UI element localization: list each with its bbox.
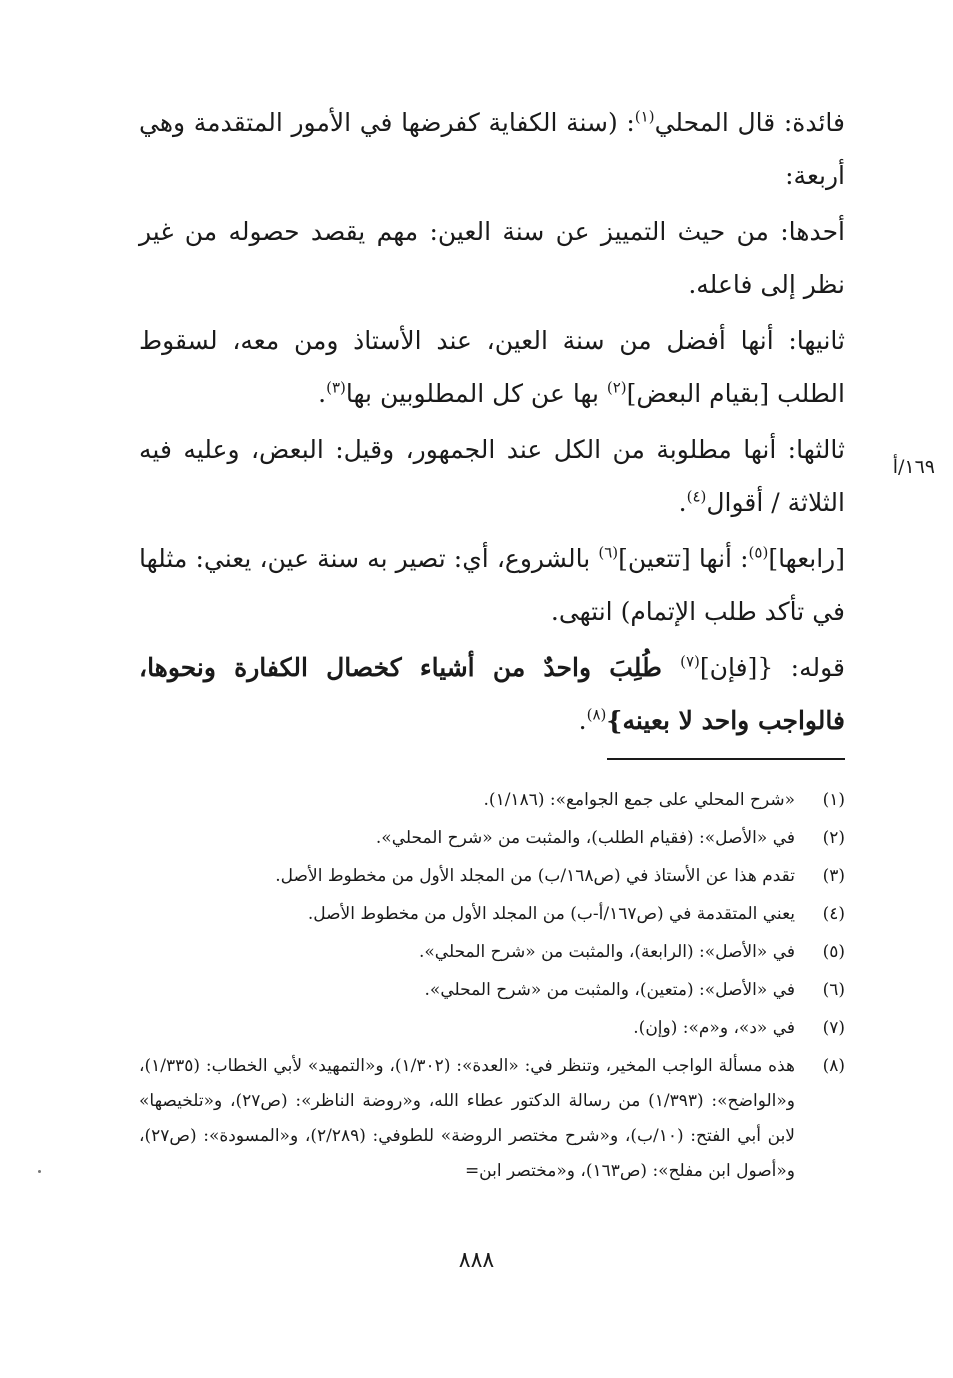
bold-text-run: طُلِبَ واحدٌ من أشياء كخصال الكفارة ونحوها، فالواجب واحد لا بعينه}	[139, 653, 845, 735]
text-run: : أنها [تتعين]	[618, 544, 749, 573]
footnote	[139, 935, 845, 970]
footnote-text: في «الأصل»: (فقيام الطلب)، والمثبت من «شرح المحلي».	[375, 828, 795, 848]
footnote-number: (٣)	[822, 866, 845, 886]
footnote	[139, 973, 845, 1008]
page-number: ٨٨٨	[458, 1248, 495, 1273]
paragraph	[139, 423, 845, 529]
footnote-number: (٤)	[822, 904, 845, 924]
footnote-reference: (٢)	[606, 378, 627, 397]
footnote	[139, 783, 845, 818]
footnote-number: (٥)	[822, 942, 845, 962]
footnote-text: تقدم هذا عن الأستاذ في (ص١٦٨/ب) من المجلد الأول من مخطوط الأصل.	[275, 866, 795, 886]
footnote-number: (٧)	[822, 1018, 845, 1038]
text-run: ثالثها: أنها مطلوبة من الكل عند الجمهور، وقيل: البعض، وعليه فيه الثلاثة / أقوال	[139, 435, 845, 517]
footnote-text: في «الأصل»: (الرابعة)، والمثبت من «شرح المحلي».	[418, 942, 795, 962]
footnote-text: يعني المتقدمة في (ص١٦٧/أ-ب) من المجلد الأول من مخطوط الأصل.	[307, 904, 795, 924]
text-run: ثانيها: أنها أفضل من سنة العين، عند الأستاذ ومن معه، لسقوط الطلب [بقيام البعض]	[139, 326, 845, 408]
main-text	[139, 96, 845, 750]
paragraph	[139, 96, 845, 202]
footnote	[139, 1011, 845, 1046]
text-run: قوله: {[فإن]	[699, 653, 845, 682]
footnotes	[139, 783, 845, 1192]
footnote-text: في «د»، و«م»: (وإن).	[633, 1018, 795, 1038]
footnote	[139, 821, 845, 856]
footnote-reference: (١)	[634, 107, 655, 126]
footnote	[139, 1049, 845, 1189]
footnote-text: في «الأصل»: (متعين)، والمثبت من «شرح المحلي».	[424, 980, 795, 1000]
footnote-reference: (٨)	[586, 705, 607, 724]
text-run: بالشروع، أي: تصير به سنة عين، يعني: مثلها في تأكد طلب الإتمام) انتهى.	[139, 544, 845, 626]
paragraph	[139, 314, 845, 420]
footnote-number: (٢)	[822, 828, 845, 848]
scan-speck	[38, 1170, 41, 1173]
footnote-text: هذه مسألة الواجب المخير، وتنظر في: «العدة»: (١/٣٠٢)، و«التمهيد» لأبي الخطاب: (١/٣٣٥)، و«الواضح»: (١/٣٩٣) من رسالة الدكتور عطاء الله، و«روضة الناظر»: (ص٢٧)، و«تلخيصها» لابن أبي الفتح: (١٠/ب)، و«شرح مختصر الروضة» للطوفي: (٢/٢٨٩)، و«المسودة»: (ص٢٧)، و«أصول ابن مفلح»: (ص١٦٣)، و«مختصر ابن=	[139, 1056, 795, 1181]
text-run: فائدة: قال المحلي	[654, 108, 845, 137]
text-run: بها عن كل المطلوبين بها	[345, 379, 607, 408]
footnote	[139, 897, 845, 932]
text-run: [رابعها]	[768, 544, 845, 573]
text-run: .	[318, 379, 327, 408]
footnote-separator	[607, 758, 845, 760]
text-run: .	[578, 706, 587, 735]
manuscript-folio-marker: ١٦٩/أ	[892, 456, 935, 478]
footnote	[139, 859, 845, 894]
footnote-number: (١)	[822, 790, 845, 810]
text-run: أحدها: من حيث التمييز عن سنة العين: مهم يقصد حصوله من غير نظر إلى فاعله.	[139, 217, 845, 299]
text-run: : (سنة الكفاية كفرضها في الأمور المتقدمة وهي أربعة:	[139, 108, 845, 190]
footnote-number: (٨)	[822, 1056, 845, 1076]
paragraph	[139, 532, 845, 638]
footnote-reference: (٣)	[326, 378, 346, 397]
text-run: .	[678, 488, 687, 517]
footnote-number: (٦)	[822, 980, 845, 1000]
paragraph	[139, 641, 845, 747]
footnote-text: «شرح المحلي على جمع الجوامع»: (١/١٨٦).	[483, 790, 795, 810]
footnote-reference: (٥)	[748, 543, 769, 562]
footnote-reference: (٧)	[680, 652, 700, 671]
footnote-reference: (٦)	[598, 543, 619, 562]
footnote-reference: (٤)	[686, 487, 707, 506]
paragraph	[139, 205, 845, 311]
